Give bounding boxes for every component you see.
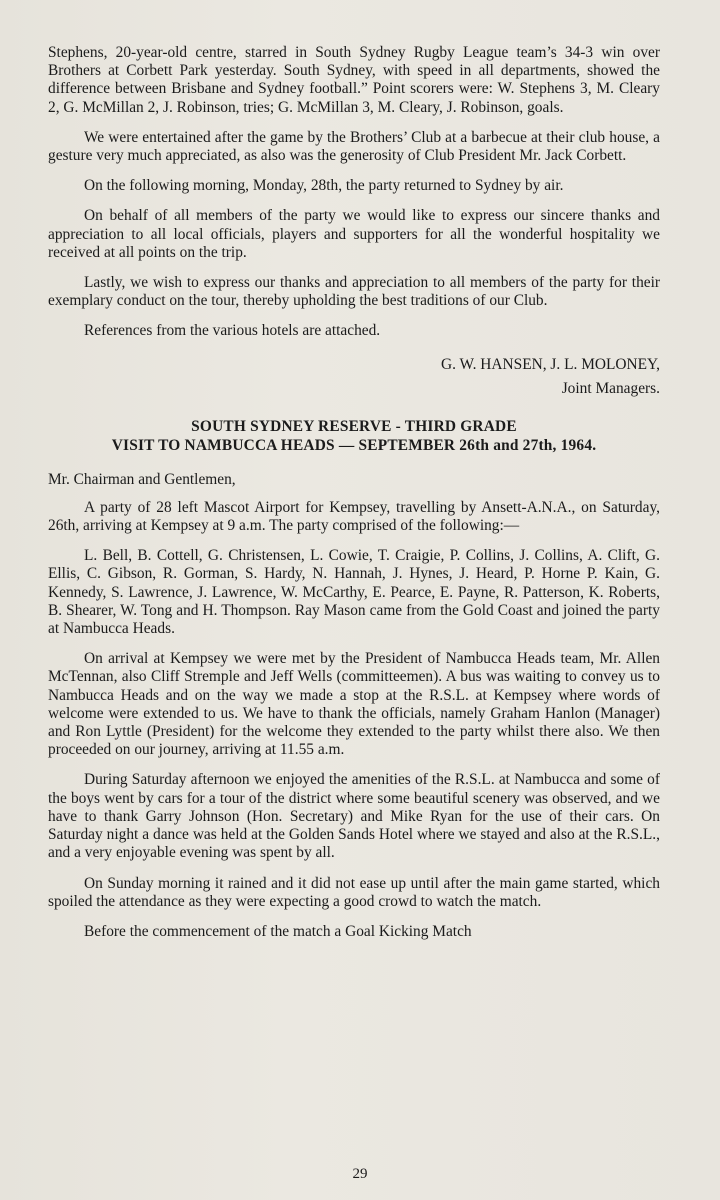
section-heading-line-2: VISIT TO NAMBUCCA HEADS — SEPTEMBER 26th and 27th, 1964. xyxy=(111,436,597,454)
paragraph-arrival: On arrival at Kempsey we were met by the President of Nambucca Heads team, Mr. Allen McTennan, also Cliff Stremple and Jeff Wells (committeemen). A bus was waiting to convey us to Nambucca Heads and on the way we made a stop at the R.S.L. at Kempsey where words of welcome were extended to us. We have to thank the officials, namely Graham Hanlon (Manager) and Ron Lyttle (President) for the welcome they extended to the party whilst there also. We then proceeded on our journey, arriving at 11.55 a.m. xyxy=(48,650,660,759)
paragraph-party-travel: A party of 28 left Mascot Airport for Kempsey, travelling by Ansett-A.N.A., on Saturday, 26th, arriving at Kempsey at 9 a.m. The party comprised of the following:— xyxy=(48,498,660,535)
paragraph-player-list: L. Bell, B. Cottell, G. Christensen, L. Cowie, T. Craigie, P. Collins, J. Collins, A. Clift, G. Ellis, C. Gibson, R. Gorman, S. Hardy, N. Hannah, J. Hynes, J. Heard, P. Horne P. Kain, G. Kennedy, S. Lawrence, J. Lawrence, W. McCarthy, E. Pearce, E. Payne, R. Patterson, K. Roberts, B. Shearer, W. Tong and H. Thompson. Ray Mason came from the Gold Coast and joined the party at Nambucca Heads. xyxy=(48,547,660,638)
salutation: Mr. Chairman and Gentlemen, xyxy=(48,470,236,488)
signature-role: Joint Managers. xyxy=(561,379,660,397)
paragraph-references: References from the various hotels are attached. xyxy=(84,322,381,340)
page-number: 29 xyxy=(352,1166,368,1182)
paragraph-thanks: On behalf of all members of the party we would like to express our sincere thanks and appreciation to all local officials, players and supporters for all the wonderful hospitality we received at all points on the trip. xyxy=(48,207,660,261)
paragraph-saturday: During Saturday afternoon we enjoyed the amenities of the R.S.L. at Nambucca and some of the boys went by cars for a tour of the district where some beautiful scenery was observed, and we have to thank Garry Johnson (Hon. Secretary) and Mike Ryan for the use of their cars. On Saturday night a dance was held at the Golden Sands Hotel where we stayed and also at the R.S.L., and a very enjoyable evening was spent by all. xyxy=(48,771,660,862)
section-heading-line-1: SOUTH SYDNEY RESERVE - THIRD GRADE xyxy=(191,417,517,435)
paragraph-barbecue: We were entertained after the game by the Brothers’ Club at a barbecue at their club house, a gesture very much appreciated, as also was the generosity of Club President Mr. Jack Corbett. xyxy=(48,128,660,165)
paragraph-sunday: On Sunday morning it rained and it did not ease up until after the main game started, which spoiled the attendance as they were expecting a good crowd to watch the match. xyxy=(48,874,660,910)
paragraph-conduct: Lastly, we wish to express our thanks and appreciation to all members of the party for their exemplary conduct on the tour, thereby upholding the best traditions of our Club. xyxy=(48,274,660,310)
paragraph-return: On the following morning, Monday, 28th, the party returned to Sydney by air. xyxy=(84,177,564,195)
paragraph-goal-kicking: Before the commencement of the match a Goal Kicking Match xyxy=(84,922,472,940)
signature-block xyxy=(48,353,660,401)
signature-names: G. W. HANSEN, J. L. MOLONEY, xyxy=(440,355,660,373)
paragraph-match-report: Stephens, 20-year-old centre, starred in South Sydney Rugby League team’s 34-3 win over Brothers at Corbett Park yesterday. South Sydney, with speed in all departments, showed the difference between Brisbane and Sydney football.” Point scorers were: W. Stephens 3, M. Cleary 2, G. McMillan 2, J. Robinson, tries; G. McMillan 3, M. Cleary, J. Robinson, goals. xyxy=(48,44,660,116)
body-text xyxy=(48,44,660,953)
section-heading xyxy=(48,417,660,455)
